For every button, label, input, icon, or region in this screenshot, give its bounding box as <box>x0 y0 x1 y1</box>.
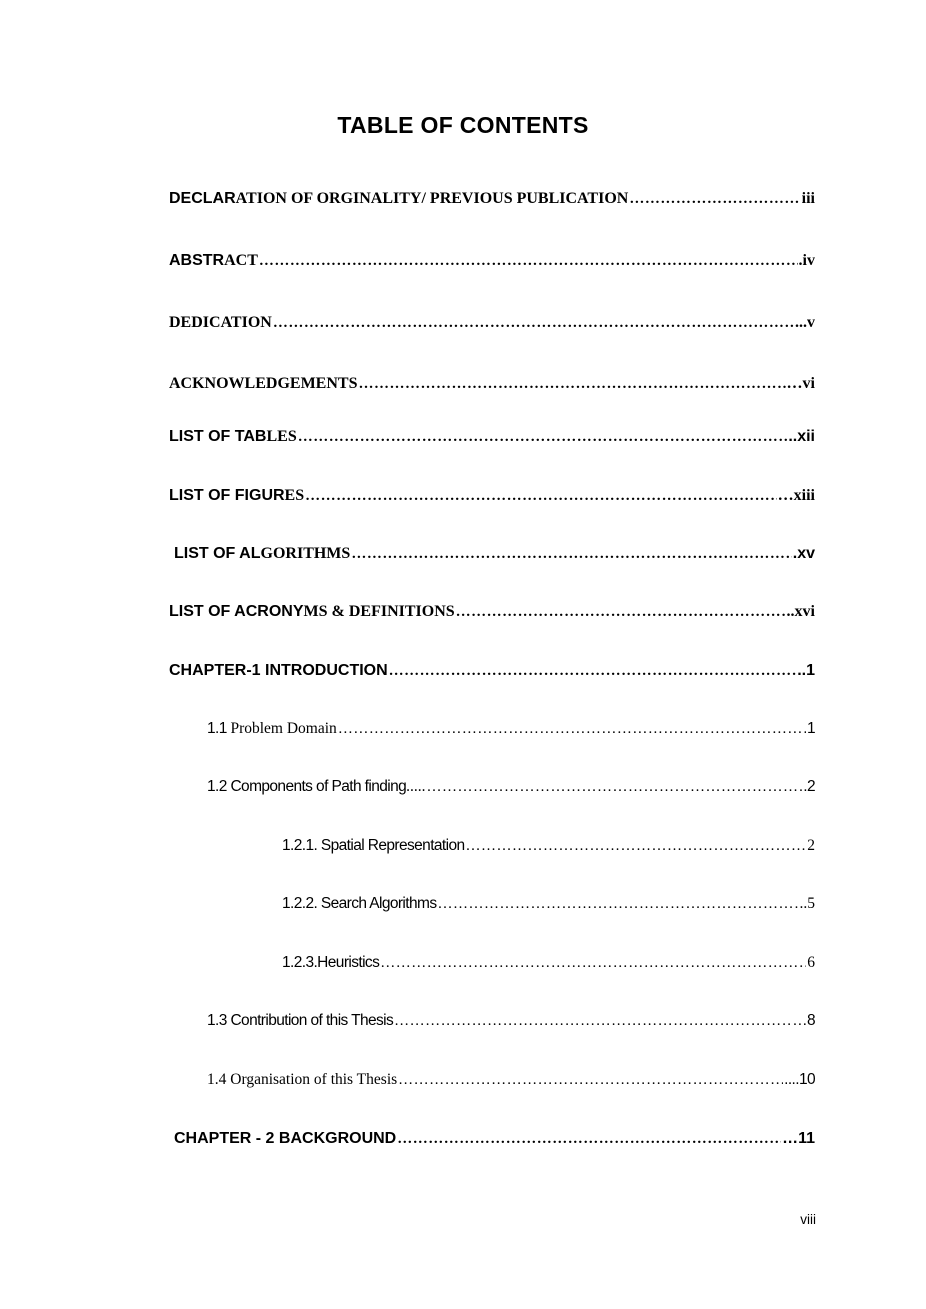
toc-entry-title: LES <box>266 428 297 445</box>
toc-entry-lead: DECLAR <box>169 190 236 207</box>
dot-leader <box>380 951 806 975</box>
toc-entry-page: ..xvi <box>786 603 815 620</box>
toc-entry-1-2-3[interactable] <box>282 951 815 975</box>
toc-entry-title: ATION OF ORGINALITY/ PREVIOUS PUBLICATION <box>235 190 629 207</box>
toc-entry-title: ACT <box>224 252 258 269</box>
toc-entry-title: Problem Domain <box>230 720 337 737</box>
toc-entry-abstract[interactable] <box>169 249 815 273</box>
toc-entry-title: ACKNOWLEDGEMENTS <box>169 375 358 392</box>
dot-leader <box>456 600 786 624</box>
toc-entry-number: 1.1 <box>207 720 231 737</box>
page-title: TABLE OF CONTENTS <box>337 112 589 138</box>
toc-entry-title: MS & DEFINITIONS <box>303 603 455 620</box>
toc-entry-acknowledgements[interactable] <box>169 372 815 396</box>
toc-entry-suffix: ..... <box>406 778 426 795</box>
dot-leader <box>351 542 791 566</box>
toc-entry-1-1[interactable] <box>207 717 815 741</box>
toc-entry-dedication[interactable] <box>169 311 815 335</box>
toc-entry-title: 1.4 Organisation of this Thesis <box>207 1071 398 1088</box>
toc-entry-lead: LIST OF TAB <box>169 428 267 445</box>
toc-entry-list-of-algorithms[interactable] <box>174 542 815 566</box>
toc-entry-page: .iv <box>798 252 815 269</box>
toc-entry-lead: ABSTR <box>169 252 225 269</box>
toc-entry-1-2-1[interactable] <box>282 834 815 858</box>
toc-entry-page: ..1 <box>797 662 815 679</box>
toc-entry-1-2[interactable] <box>207 775 815 799</box>
toc-entry-chapter-1[interactable] <box>169 659 815 683</box>
toc-entry-page: ...v <box>795 314 815 331</box>
toc-entry-title: 1.3 Contribution of this Thesis <box>207 1012 394 1029</box>
toc-entry-page: 1 <box>806 720 815 737</box>
dot-leader <box>338 717 806 741</box>
toc-entry-page: …vi <box>786 375 815 392</box>
dot-leader <box>259 249 798 273</box>
toc-entry-page: iii <box>801 190 815 207</box>
toc-entry-1-4[interactable] <box>207 1068 815 1092</box>
toc-entry-chapter-2[interactable] <box>174 1127 815 1151</box>
toc-entry-1-2-2[interactable] <box>282 892 815 916</box>
toc-entry-page: 2 <box>807 837 815 854</box>
toc-entry-page: ..xii <box>788 428 815 445</box>
toc-entry-lead: LIST OF AL <box>174 545 261 562</box>
toc-entry-title: GORITHMS <box>260 545 351 562</box>
dot-leader <box>298 425 788 449</box>
page-number: viii <box>800 1212 816 1227</box>
toc-entry-declaration[interactable] <box>169 187 815 211</box>
toc-entry-page: …8 <box>792 1012 815 1029</box>
toc-entry-lead: CHAPTER-1 INTRODUCTION <box>169 662 388 679</box>
toc-entry-list-of-tables[interactable] <box>169 425 815 449</box>
dot-leader <box>397 1127 781 1151</box>
toc-entry-page: …xiii <box>777 487 815 504</box>
dot-leader <box>427 775 803 799</box>
dot-leader <box>394 1009 791 1033</box>
toc-entry-title: 1.2 Components of Path finding <box>207 778 407 795</box>
toc-entry-1-3[interactable] <box>207 1009 815 1033</box>
toc-entry-page: .xv <box>792 545 815 562</box>
dot-leader <box>358 372 785 396</box>
dot-leader <box>629 187 800 211</box>
toc-entry-lead: CHAPTER - 2 BACKGROUND <box>174 1130 397 1147</box>
toc-entry-title: 1.2.3.Heuristics <box>282 954 380 971</box>
toc-entry-title: 1.2.1. Spatial Representation <box>282 837 465 854</box>
toc-entry-list-of-acronyms[interactable] <box>169 600 815 624</box>
toc-entry-lead: LIST OF ACRONY <box>169 603 304 620</box>
toc-entry-page: ..5 <box>799 895 815 912</box>
dot-leader <box>389 659 797 683</box>
dot-leader <box>398 1068 783 1092</box>
toc-entry-list-of-figures[interactable] <box>169 484 815 508</box>
toc-entry-title: 1.2.2. Search Algorithms <box>282 895 437 912</box>
toc-entry-page: .2 <box>803 778 815 795</box>
toc-entry-page: …11 <box>782 1130 815 1147</box>
toc-entry-lead: LIST OF FIGUR <box>169 487 285 504</box>
dot-leader <box>305 484 777 508</box>
toc-entry-title: DEDICATION <box>169 314 272 331</box>
toc-entry-page: ....10 <box>784 1071 815 1088</box>
toc-entry-title: ES <box>284 487 305 504</box>
dot-leader <box>273 311 794 335</box>
dot-leader <box>466 834 807 858</box>
dot-leader <box>437 892 798 916</box>
toc-entry-page: 6 <box>807 954 815 971</box>
